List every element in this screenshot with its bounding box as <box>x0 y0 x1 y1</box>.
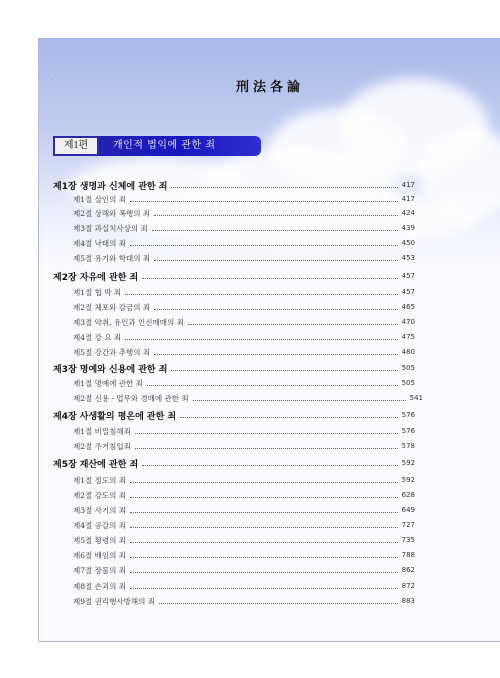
dotted-leader <box>130 512 398 513</box>
toc-chapter-row <box>53 457 415 469</box>
toc-entry-title: 제2장 자유에 관한 죄 <box>53 272 139 283</box>
toc-section-row <box>73 489 415 501</box>
part-title: 개인적 법익에 관한 죄 <box>113 140 216 151</box>
toc-page-number: 862 <box>401 566 415 574</box>
toc-section-row <box>73 316 415 328</box>
toc-entry-title: 제3절 사기의 죄 <box>73 505 127 515</box>
toc-entry-title: 제2절 주거침입죄 <box>73 441 131 451</box>
toc-page-number: 576 <box>401 427 415 435</box>
toc-page-number: 735 <box>401 536 415 544</box>
toc-section-row <box>73 286 415 298</box>
toc-entry-title: 제7절 장물의 죄 <box>73 565 127 575</box>
toc-page-number: 649 <box>401 506 415 514</box>
toc-entry-title: 제1절 명예에 관한 죄 <box>73 378 143 388</box>
toc-section-row <box>73 504 415 516</box>
toc-chapter-row <box>53 179 415 191</box>
toc-entry-title: 제5절 강간과 추행의 죄 <box>73 347 151 357</box>
dotted-leader <box>171 187 397 188</box>
toc-section-row <box>73 549 415 561</box>
toc-section-row <box>73 301 415 313</box>
toc-page-number: 450 <box>401 239 415 247</box>
toc-section-row <box>73 237 415 249</box>
toc-section-row <box>73 377 415 389</box>
toc-page-number: 592 <box>401 476 415 484</box>
toc-entry-title: 제1절 살인의 죄 <box>73 194 127 204</box>
dotted-leader <box>152 230 398 231</box>
dotted-leader <box>130 588 398 589</box>
toc-section-row <box>73 440 415 452</box>
toc-entry-title: 제3장 명예와 신용에 관한 죄 <box>53 364 168 375</box>
toc-page-number: 505 <box>401 364 415 372</box>
toc-page-number: 480 <box>401 348 415 356</box>
toc-section-row <box>73 207 415 219</box>
toc-entry-title: 제3절 약취, 유인과 인신매매의 죄 <box>73 317 184 327</box>
toc-entry-title: 제5절 횡령의 죄 <box>73 535 127 545</box>
toc-section-row <box>73 193 415 205</box>
toc-entry-title: 제2절 신용 · 업무와 경매에 관한 죄 <box>73 393 189 403</box>
dotted-leader <box>125 294 397 295</box>
dotted-leader <box>130 201 398 202</box>
toc-section-row <box>73 346 415 358</box>
toc-entry-title: 제8절 손괴의 죄 <box>73 581 127 591</box>
toc-entry-title: 제2절 상해와 폭행의 죄 <box>73 208 151 218</box>
toc-page-number: 883 <box>401 597 415 605</box>
dotted-leader <box>130 557 398 558</box>
toc-page-number: 475 <box>401 333 415 341</box>
toc-entry-title: 제4절 낙태의 죄 <box>73 238 127 248</box>
dotted-leader <box>130 542 398 543</box>
dotted-leader <box>135 433 398 434</box>
dotted-leader <box>130 482 398 483</box>
toc-entry-title: 제5장 재산에 관한 죄 <box>53 459 139 470</box>
toc-page-number: 470 <box>401 318 415 326</box>
toc-section-row <box>73 534 415 546</box>
toc-page-number: 439 <box>401 224 415 232</box>
toc-section-row <box>73 519 415 531</box>
dotted-leader <box>159 603 398 604</box>
dotted-leader <box>130 527 398 528</box>
toc-entry-title: 제6절 배임의 죄 <box>73 550 127 560</box>
dotted-leader <box>171 370 397 371</box>
toc-page-number: 453 <box>401 254 415 262</box>
dotted-leader <box>135 448 398 449</box>
dotted-leader <box>125 339 397 340</box>
toc-section-row <box>73 252 415 264</box>
toc-page-number: 788 <box>401 551 415 559</box>
toc-section-row <box>73 392 423 404</box>
toc-entry-title: 제1절 절도의 죄 <box>73 475 127 485</box>
toc-entry-title: 제4절 공갈의 죄 <box>73 520 127 530</box>
part-tag: 제1편 <box>53 136 99 156</box>
toc-entry-title: 제4장 사생활의 평온에 관한 죄 <box>53 411 177 422</box>
toc-page-number: 576 <box>401 411 415 419</box>
toc-page-number: 417 <box>401 181 415 189</box>
toc-chapter-row <box>53 409 415 421</box>
toc-section-row <box>73 222 415 234</box>
page-mark: . <box>51 76 53 82</box>
toc-page-number: 465 <box>401 303 415 311</box>
dotted-leader <box>154 354 397 355</box>
toc-section-row <box>73 474 415 486</box>
toc-chapter-row <box>53 362 415 374</box>
toc-entry-title: 제2절 체포와 감금의 죄 <box>73 302 151 312</box>
dotted-leader <box>154 215 397 216</box>
toc-page-number: 578 <box>401 442 415 450</box>
toc-page-number: 457 <box>401 272 415 280</box>
toc-entry-title: 제4절 강 요 죄 <box>73 332 122 342</box>
dotted-leader <box>154 309 397 310</box>
toc-entry-title: 제9절 권리행사방해의 죄 <box>73 596 155 606</box>
dotted-leader <box>130 572 398 573</box>
toc-page-number: 417 <box>401 195 415 203</box>
toc-page-number: 727 <box>401 521 415 529</box>
toc-entry-title: 제5절 유기와 학대의 죄 <box>73 253 151 263</box>
toc-page-number: 592 <box>401 459 415 467</box>
toc-section-row <box>73 580 415 592</box>
dotted-leader <box>154 260 397 261</box>
dotted-leader <box>147 385 398 386</box>
dotted-leader <box>180 417 398 418</box>
toc-entry-title: 제1절 비밀침해죄 <box>73 426 131 436</box>
table-of-contents <box>39 38 500 641</box>
toc-page-number: 872 <box>401 582 415 590</box>
toc-section-row <box>73 425 415 437</box>
toc-page-number: 628 <box>401 491 415 499</box>
dotted-leader <box>142 465 397 466</box>
toc-entry-title: 제1장 생명과 신체에 관한 죄 <box>53 181 168 192</box>
toc-chapter-row <box>53 270 415 282</box>
book-page <box>38 38 500 642</box>
toc-page-number: 505 <box>401 379 415 387</box>
dotted-leader <box>130 245 398 246</box>
toc-page-number: 424 <box>401 209 415 217</box>
toc-entry-title: 제3절 과실치사상의 죄 <box>73 223 148 233</box>
dotted-leader <box>142 278 397 279</box>
toc-page-number: 457 <box>401 288 415 296</box>
toc-section-row <box>73 595 415 607</box>
dotted-leader <box>188 324 398 325</box>
toc-page-number: 541 <box>409 394 423 402</box>
toc-entry-title: 제1절 협 박 죄 <box>73 287 122 297</box>
dotted-leader <box>193 400 406 401</box>
toc-section-row <box>73 564 415 576</box>
toc-section-row <box>73 331 415 343</box>
dotted-leader <box>130 497 398 498</box>
page-title: 刑法各論 <box>235 80 304 95</box>
toc-entry-title: 제2절 강도의 죄 <box>73 490 127 500</box>
